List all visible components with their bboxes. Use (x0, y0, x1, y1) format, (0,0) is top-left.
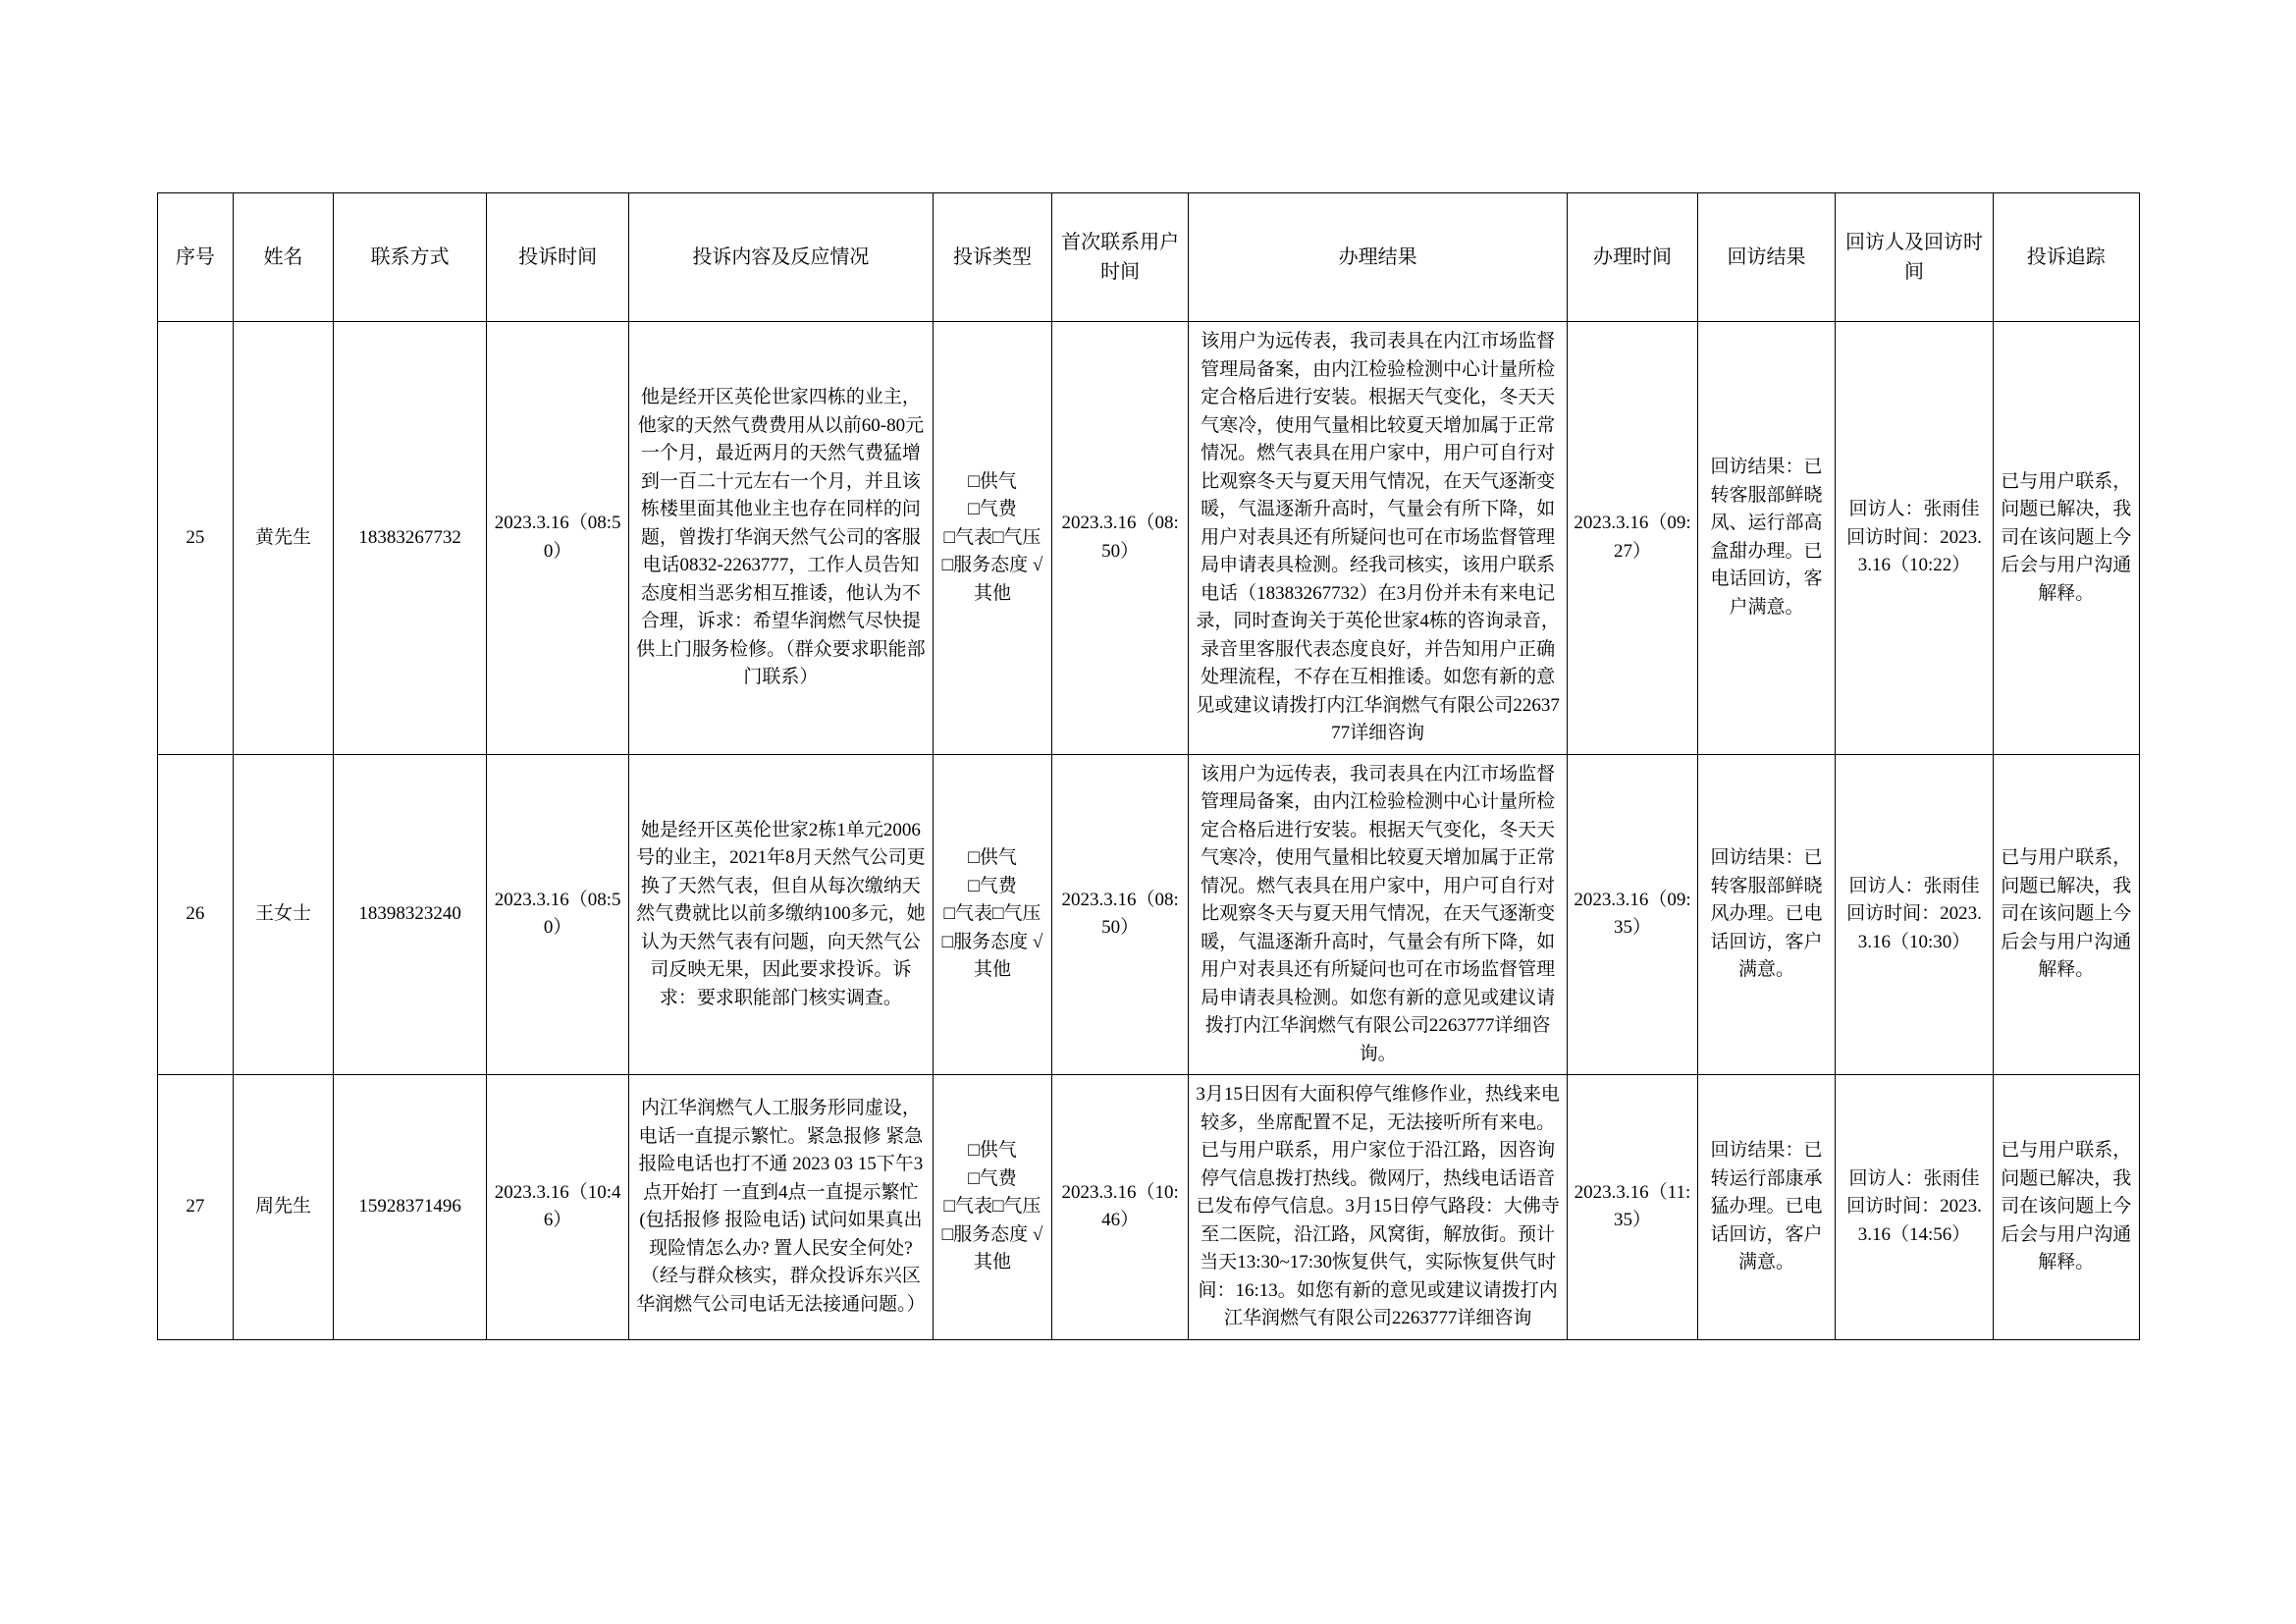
table-row (158, 322, 2140, 755)
column-header-tracking: 投诉追踪 (1993, 193, 2139, 322)
cell-visit-result: 回访结果：已转运行部康承猛办理。已电话回访，客户满意。 (1697, 1075, 1836, 1340)
cell-result: 该用户为远传表，我司表具在内江市场监督管理局备案，由内江检验检测中心计量所检定合格后进行安装。根据天气变化，冬天天气寒冷，使用气量相比较夏天增加属于正常情况。燃气表具在用户家中，用户可自行对比观察冬天与夏天用气情况，在天气逐渐变暖，气温逐渐升高时，气量会有所下降，如用户对表具还有所疑问也可在市场监督管理局申请表具检测。经我司核实，该用户联系电话（18383267732）在3月份并未有来电记录，同时查询关于英伦世家4栋的咨询录音，录音里客服代表态度良好，并告知用户正确处理流程，不存在互相推诿。如您有新的意见或建议请拨打内江华润燃气有限公司2263777详细咨询 (1189, 322, 1568, 755)
table-header-row (158, 193, 2140, 322)
cell-handle-time: 2023.3.16（11:35） (1568, 1075, 1697, 1340)
cell-complaint-time: 2023.3.16（10:46） (487, 1075, 629, 1340)
cell-phone: 18398323240 (334, 754, 487, 1075)
cell-type (933, 1075, 1052, 1340)
cell-name: 王女士 (233, 754, 333, 1075)
cell-content: 她是经开区英伦世家2栋1单元2006号的业主，2021年8月天然气公司更换了天然气表，但自从每次缴纳天然气费就比以前多缴纳100多元，她认为天然气表有问题，向天然气公司反映无果，因此要求投诉。诉求：要求职能部门核实调查。 (629, 754, 933, 1075)
cell-result: 该用户为远传表，我司表具在内江市场监督管理局备案，由内江检验检测中心计量所检定合格后进行安装。根据天气变化，冬天天气寒冷，使用气量相比较夏天增加属于正常情况。燃气表具在用户家中，用户可自行对比观察冬天与夏天用气情况，在天气逐渐变暖，气温逐渐升高时，气量会有所下降，如用户对表具还有所疑问也可在市场监督管理局申请表具检测。如您有新的意见或建议请拨打内江华润燃气有限公司2263777详细咨询。 (1189, 754, 1568, 1075)
type-option-supply: □供气 (968, 470, 1017, 492)
column-header-type: 投诉类型 (933, 193, 1052, 322)
cell-content: 内江华润燃气人工服务形同虚设，电话一直提示繁忙。紧急报修 紧急报险电话也打不通 2023 03 15下午3点开始打 一直到4点一直提示繁忙(包括报修 报险电话) 试问如果真出现险情怎么办? 置人民安全何处? （经与群众核实，群众投诉东兴区华润燃气公司电话无法接通问题。） (629, 1075, 933, 1340)
cell-visitor: 回访人：张雨佳回访时间：2023.3.16（14:56） (1836, 1075, 1993, 1340)
cell-phone: 15928371496 (334, 1075, 487, 1340)
cell-visitor: 回访人：张雨佳回访时间：2023.3.16（10:22） (1836, 322, 1993, 755)
column-header-result: 办理结果 (1189, 193, 1568, 322)
cell-index: 27 (158, 1075, 234, 1340)
cell-visitor: 回访人：张雨佳回访时间：2023.3.16（10:30） (1836, 754, 1993, 1075)
type-option-fee: □气费 (968, 499, 1017, 519)
complaint-table (157, 192, 2140, 1340)
column-header-phone: 联系方式 (334, 193, 487, 322)
column-header-name: 姓名 (233, 193, 333, 322)
cell-visit-result: 回访结果：已转客服部鲜晓凤、运行部高盒甜办理。已电话回访，客户满意。 (1697, 322, 1836, 755)
column-header-visit-result: 回访结果 (1697, 193, 1836, 322)
type-option-supply: □供气 (968, 1140, 1017, 1161)
cell-first-contact-time: 2023.3.16（10:46） (1052, 1075, 1189, 1340)
cell-phone: 18383267732 (334, 322, 487, 755)
cell-result: 3月15日因有大面积停气维修作业，热线来电较多，坐席配置不足，无法接听所有来电。已与用户联系，用户家位于沿江路，因咨询停气信息拨打热线。微网厅，热线电话语音已发布停气信息。3月15日停气路段：大佛寺至二医院，沿江路，风窝街，解放街。预计当天13:30~17:30恢复供气，实际恢复供气时间：16:13。如您有新的意见或建议请拨打内江华润燃气有限公司2263777详细咨询 (1189, 1075, 1568, 1340)
column-header-content: 投诉内容及反应情况 (629, 193, 933, 322)
column-header-first-contact-time: 首次联系用户时间 (1052, 193, 1189, 322)
cell-index: 25 (158, 322, 234, 755)
cell-first-contact-time: 2023.3.16（08:50） (1052, 322, 1189, 755)
cell-tracking: 已与用户联系，问题已解决，我司在该问题上今后会与用户沟通解释。 (1993, 754, 2139, 1075)
cell-type (933, 754, 1052, 1075)
cell-tracking: 已与用户联系，问题已解决，我司在该问题上今后会与用户沟通解释。 (1993, 1075, 2139, 1340)
column-header-complaint-time: 投诉时间 (487, 193, 629, 322)
type-option-rest: □气表□气压 □服务态度 √其他 (941, 903, 1043, 980)
cell-visit-result: 回访结果：已转客服部鲜晓风办理。已电话回访，客户满意。 (1697, 754, 1836, 1075)
cell-content: 他是经开区英伦世家四栋的业主，他家的天然气费费用从以前60-80元一个月，最近两月的天然气费猛增到一百二十元左右一个月，并且该栋楼里面其他业主也存在同样的问题，曾拨打华润天然气公司的客服电话0832-2263777，工作人员告知态度相当恶劣相互推诿，他认为不合理，诉求：希望华润燃气尽快提供上门服务检修。（群众要求职能部门联系） (629, 322, 933, 755)
complaint-table-container (157, 192, 2140, 1340)
cell-type (933, 322, 1052, 755)
type-option-fee: □气费 (968, 875, 1017, 896)
table-row (158, 1075, 2140, 1340)
column-header-handle-time: 办理时间 (1568, 193, 1697, 322)
cell-name: 周先生 (233, 1075, 333, 1340)
cell-index: 26 (158, 754, 234, 1075)
type-option-rest: □气表□气压 □服务态度 √其他 (941, 1196, 1043, 1272)
cell-handle-time: 2023.3.16（09:35） (1568, 754, 1697, 1075)
cell-complaint-time: 2023.3.16（08:50） (487, 322, 629, 755)
column-header-index: 序号 (158, 193, 234, 322)
type-option-supply: □供气 (968, 847, 1017, 868)
type-option-fee: □气费 (968, 1167, 1017, 1189)
type-option-rest: □气表□气压 □服务态度 √其他 (941, 526, 1043, 604)
table-row (158, 754, 2140, 1075)
cell-handle-time: 2023.3.16（09:27） (1568, 322, 1697, 755)
column-header-visitor: 回访人及回访时间 (1836, 193, 1993, 322)
cell-name: 黄先生 (233, 322, 333, 755)
cell-first-contact-time: 2023.3.16（08:50） (1052, 754, 1189, 1075)
cell-complaint-time: 2023.3.16（08:50） (487, 754, 629, 1075)
cell-tracking: 已与用户联系，问题已解决，我司在该问题上今后会与用户沟通解释。 (1993, 322, 2139, 755)
